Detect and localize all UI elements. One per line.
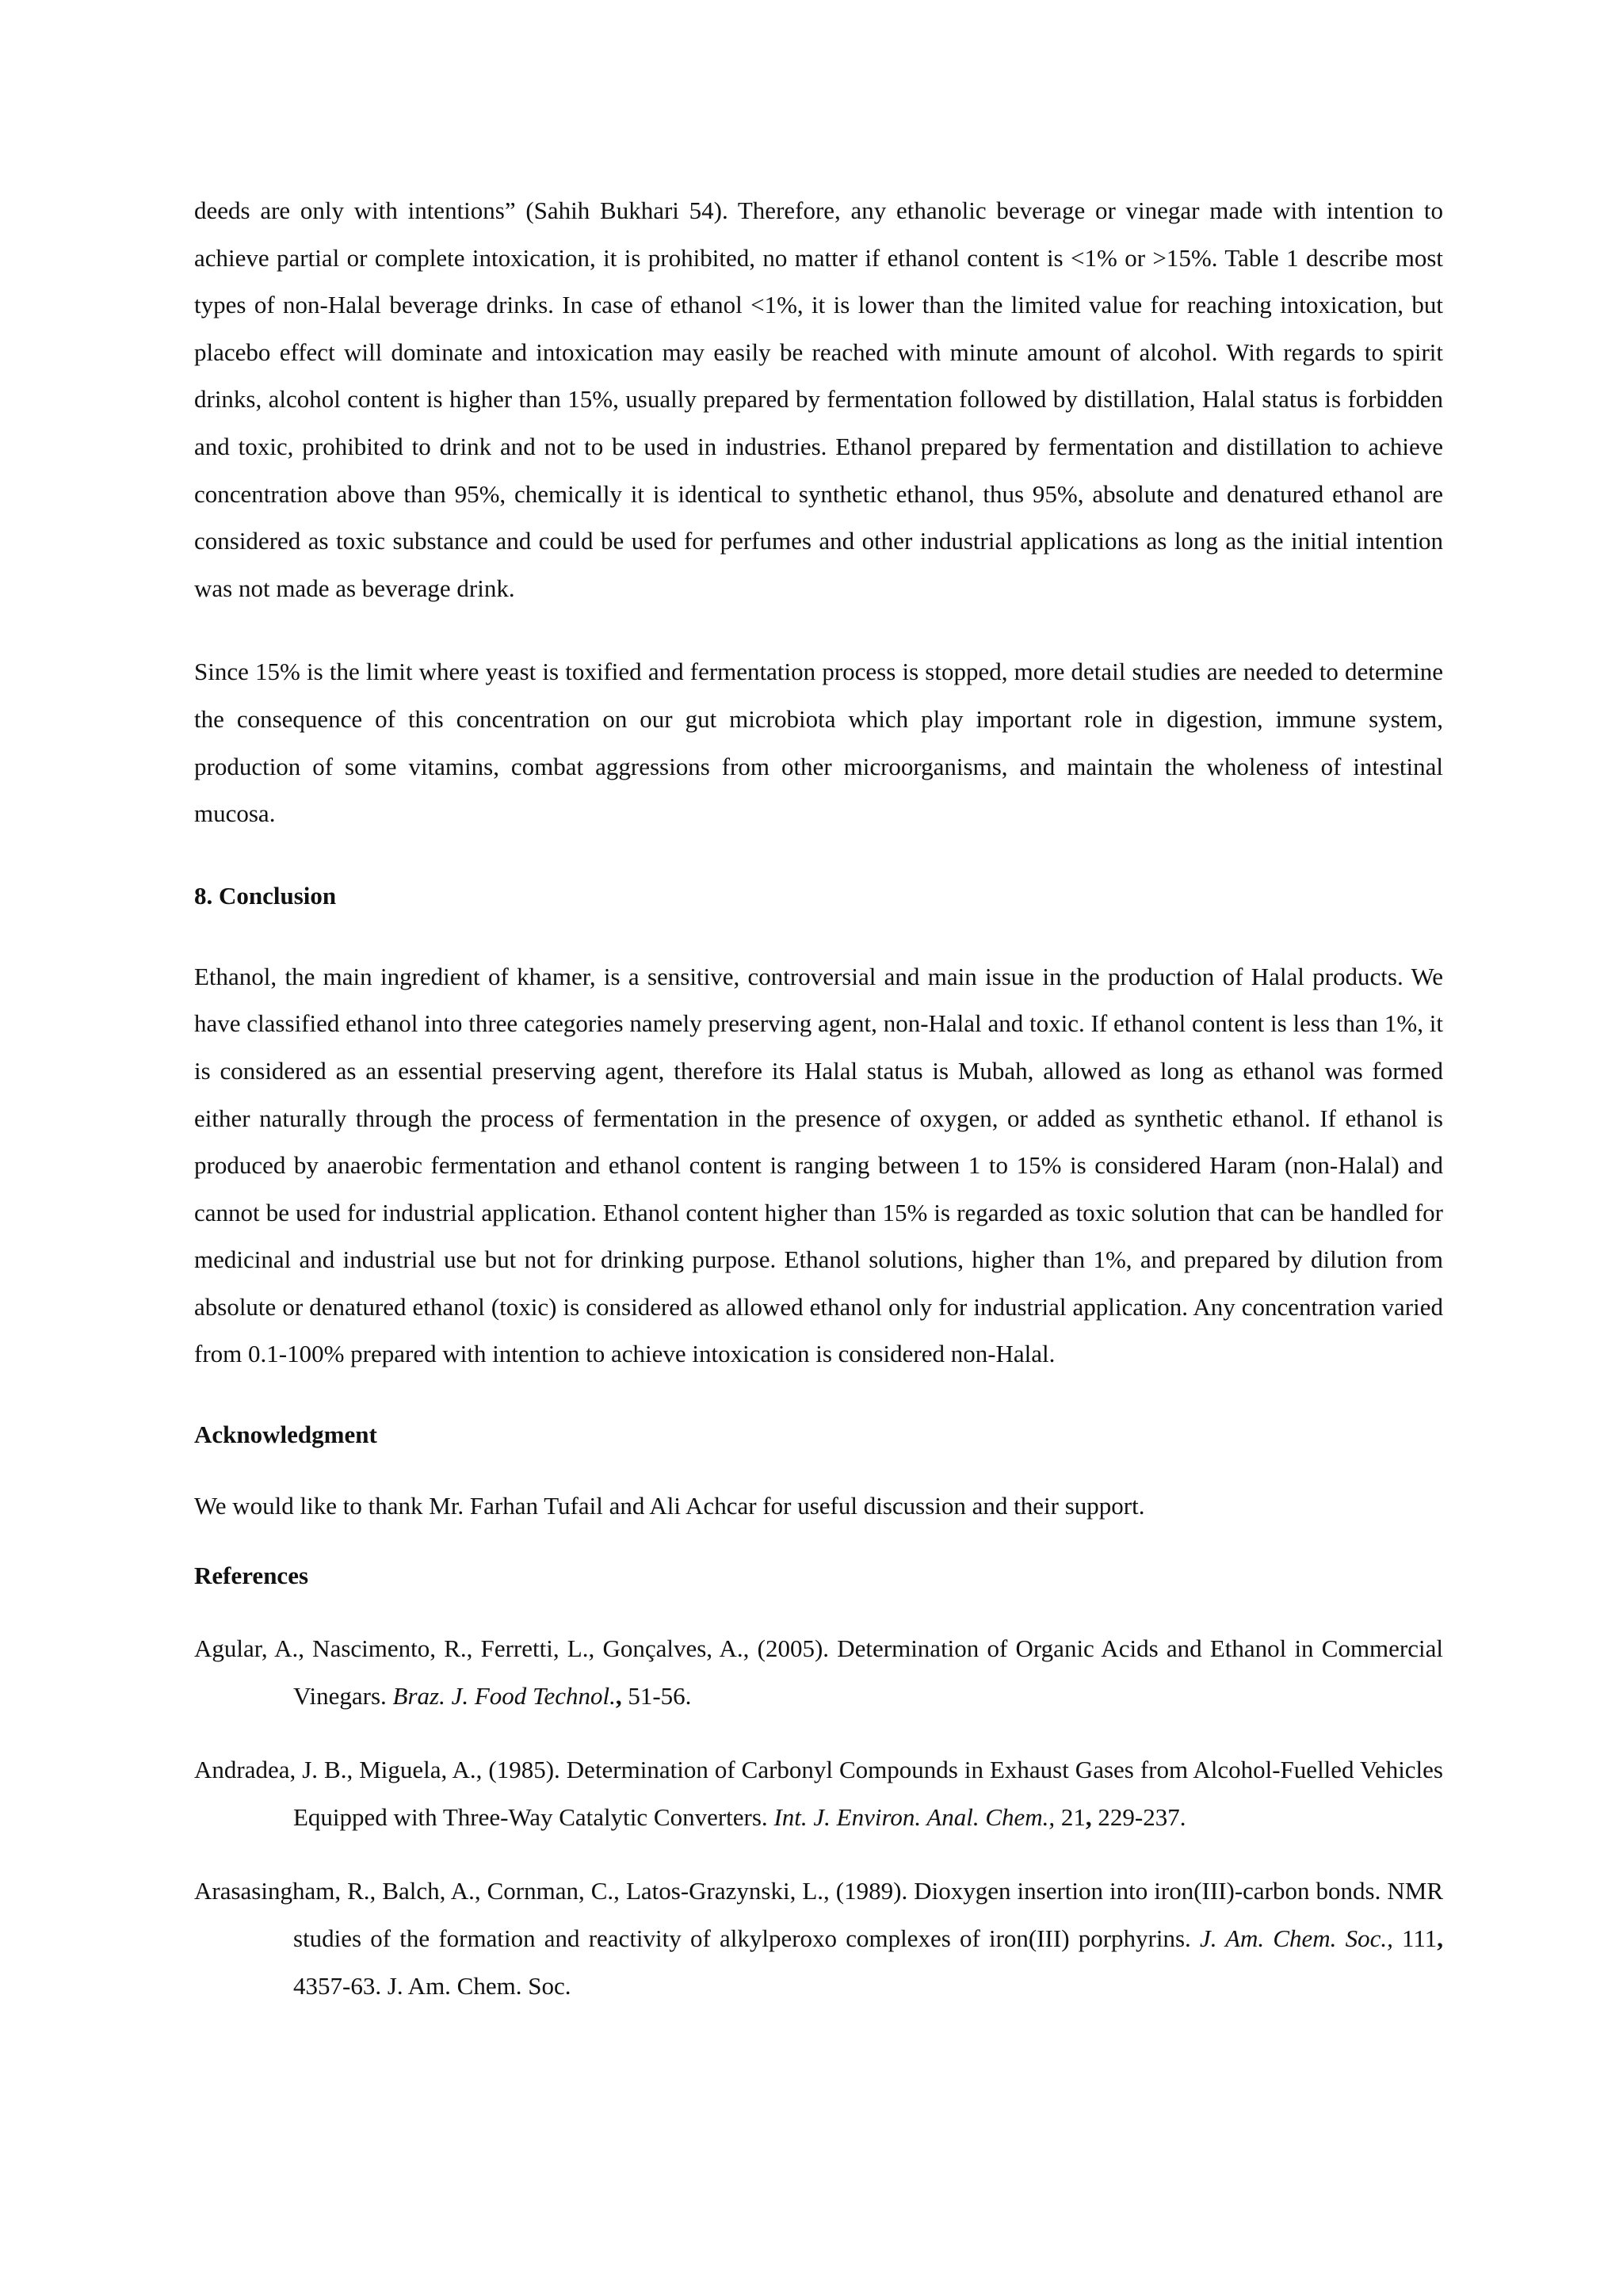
references-heading: References xyxy=(194,1562,309,1590)
conclusion-paragraph: Ethanol, the main ingredient of khamer, is a sensitive, controversial and main issue in the production of Halal products. We have classified ethanol into three categories namely preserving agent, non-Halal and toxic. If ethanol content is less than 1%, it is considered as an essential preserving agent, therefore its Halal status is Mubah, allowed as long as ethanol was formed either naturally through the process of fermentation in the presence of oxygen, or added as synthetic ethanol. If ethanol is produced by anaerobic fermentation and ethanol content is ranging between 1 to 15% is considered Haram (non-Halal) and cannot be used for industrial application. Ethanol content higher than 15% is regarded as toxic solution that can be handled for medicinal and industrial use but not for drinking purpose. Ethanol solutions, higher than 1%, and prepared by dilution from absolute or denatured ethanol (toxic) is considered as allowed ethanol only for industrial application. Any concentration varied from 0.1-100% prepared with intention to achieve intoxication is considered non-Halal. xyxy=(194,962,1443,1368)
conclusion-heading: 8. Conclusion xyxy=(194,881,337,910)
reference-text: Andradea, J. B., Miguela, A., (1985). Determination of Carbonyl Compounds in Exhaust Gases from Alcohol-Fuelled Vehicles Equipped with Three-Way Catalytic Converters. xyxy=(194,1756,1443,1831)
reference-volume: 111 xyxy=(1392,1924,1438,1953)
reference-separator: , xyxy=(1437,1924,1443,1953)
body-paragraph-1: deeds are only with intentions” (Sahih Bukhari 54). Therefore, any ethanolic beverage or vinegar made with intention to achieve partial or complete intoxication, it is prohibited, no matter if ethanol content is <1% or >15%. Table 1 describe most types of non-Halal beverage drinks. In case of ethanol <1%, it is lower than the limited value for reaching intoxication, but placebo effect will dominate and intoxication may easily be reached with minute amount of alcohol. With regards to spirit drinks, alcohol content is higher than 15%, usually prepared by fermentation followed by distillation, Halal status is forbidden and toxic, prohibited to drink and not to be used in industries. Ethanol prepared by fermentation and distillation to achieve concentration above than 95%, chemically it is identical to synthetic ethanol, thus 95%, absolute and denatured ethanol are considered as toxic substance and could be used for perfumes and other industrial applications as long as the initial intention was not made as beverage drink. xyxy=(194,196,1443,602)
reference-separator: , xyxy=(1085,1802,1098,1831)
acknowledgment-heading: Acknowledgment xyxy=(194,1421,377,1449)
reference-journal: J. Am. Chem. Soc., xyxy=(1199,1924,1393,1953)
reference-text: Agular, A., Nascimento, R., Ferretti, L., Gonçalves, A., (2005). Determination of Organic Acids and Ethanol in Commercial Vinegars. xyxy=(194,1634,1443,1710)
body-paragraph-2: Since 15% is the limit where yeast is toxified and fermentation process is stopped, more detail studies are needed to determine the consequence of this concentration on our gut microbiota which play important role in digestion, immune system, production of some vitamins, combat aggressions from other microorganisms, and maintain the wholeness of intestinal mucosa. xyxy=(194,658,1443,828)
reference-journal: Int. J. Environ. Anal. Chem., xyxy=(773,1802,1056,1831)
reference-item xyxy=(194,1625,1443,1719)
reference-separator: , xyxy=(615,1681,628,1710)
reference-volume: 21 xyxy=(1055,1802,1086,1831)
acknowledgment-paragraph: We would like to thank Mr. Farhan Tufail and Ali Achcar for useful discussion and their support. xyxy=(194,1492,1145,1520)
reference-item xyxy=(194,1867,1443,2009)
reference-pages: 51-56. xyxy=(628,1681,692,1710)
reference-journal: Braz. J. Food Technol. xyxy=(392,1681,616,1710)
reference-text: Arasasingham, R., Balch, A., Cornman, C., Latos-Grazynski, L., (1989). Dioxygen insertion into iron(III)-carbon bonds. NMR studies of the formation and reactivity of alkylperoxo complexes of iron(III) porphyrins. xyxy=(194,1877,1443,1953)
reference-pages: 229-237. xyxy=(1098,1802,1186,1831)
reference-list xyxy=(194,1625,1443,2009)
reference-pages: 4357-63. J. Am. Chem. Soc. xyxy=(293,1971,571,2000)
document-page xyxy=(194,187,1443,2009)
reference-item xyxy=(194,1746,1443,1840)
